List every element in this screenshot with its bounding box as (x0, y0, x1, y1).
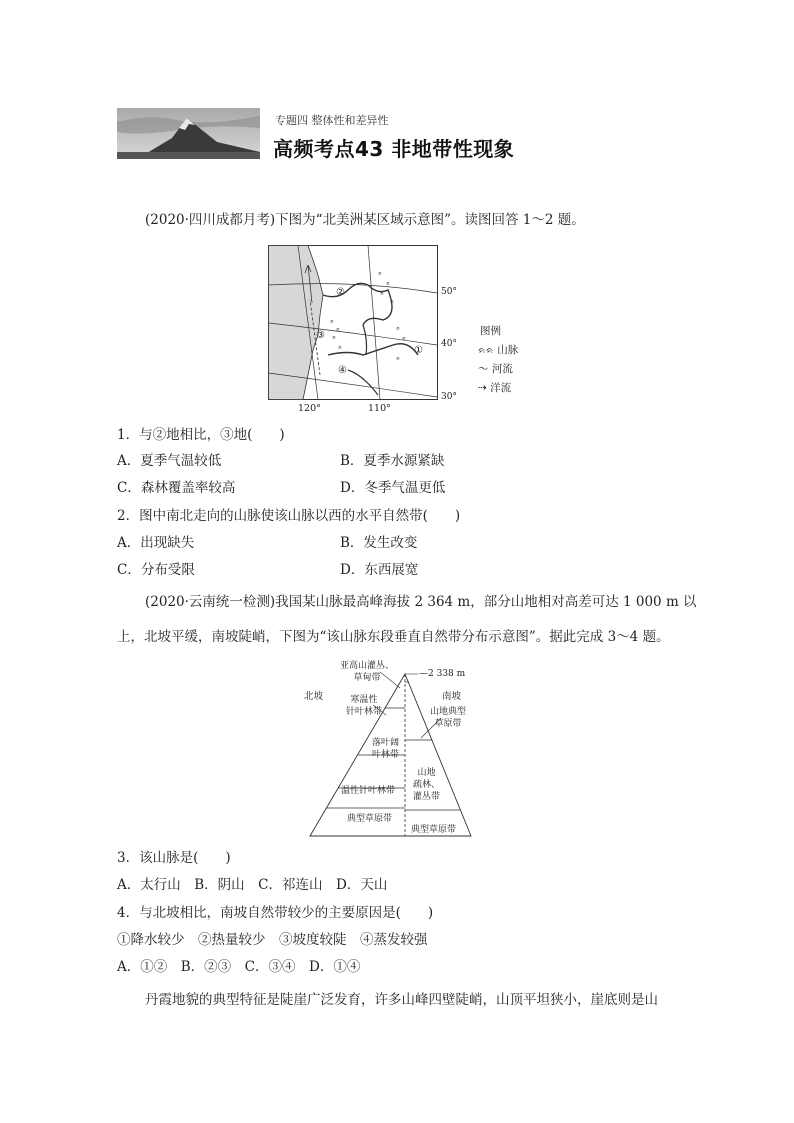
belt-deciduous-line1: 落叶阔 (372, 738, 400, 748)
svg-text:ᨑ: ᨑ (396, 355, 401, 362)
belt-cold-conifer (346, 694, 382, 718)
legend-river: 河流 (491, 363, 513, 375)
marker-1: ① (414, 345, 423, 356)
lat-30: 30° (441, 392, 457, 402)
belt-deciduous-line2: 叶林带 (372, 750, 400, 760)
marker-3: ③ (316, 330, 325, 341)
mountain-range-icon: ᨑᨑ (478, 344, 494, 356)
marker-2: ② (336, 287, 345, 298)
intro-question-3-4-line2: 上，北坡平缓，南坡陡峭，下图为“该山脉东段垂直自然带分布示意图”。据此完成 3～4 题。 (117, 629, 670, 645)
question-2: 2．图中南北走向的山脉使该山脉以西的水平自然带( ) (117, 508, 461, 524)
peak-elevation-value: 2 338 m (428, 669, 466, 679)
river-icon: 〜 (478, 363, 489, 375)
page-title: 高频考点43 非地带性现象 (273, 137, 515, 161)
q4-options: A．①② B．②③ C．③④ D．①④ (117, 959, 361, 975)
paragraph-danxia: 丹霞地貌的典型特征是陡崖广泛发育，许多山峰四壁陡峭，山顶平坦狭小，崖底则是山 (145, 992, 658, 1008)
topic-subtitle: 专题四 整体性和差异性 (275, 114, 389, 127)
q1-option-a: A．夏季气温较低 (117, 453, 222, 469)
belt-shrub-line3: 灌丛带 (413, 792, 441, 802)
q4-items: ①降水较少 ②热量较少 ③坡度较陡 ④蒸发较强 (117, 932, 428, 948)
north-america-map (268, 245, 438, 400)
q2-option-d: D．东西展宽 (340, 562, 419, 578)
svg-text:ᨑ: ᨑ (402, 335, 407, 342)
intro-question-3-4-line1: (2020·云南统一检测)我国某山脉最高峰海拔 2 364 m，部分山地相对高差可达 1 000 m 以 (145, 594, 697, 610)
legend-title: 图例 (480, 325, 501, 337)
ocean-current-icon: ⇢ (478, 382, 487, 394)
belt-cold-conifer-line1: 寒温性 (350, 695, 378, 705)
belt-north-steppe: 典型草原带 (347, 814, 393, 824)
belt-shrub-line1: 山地 (417, 768, 436, 778)
belt-shrub (413, 767, 440, 803)
header-mountain-image (117, 108, 260, 159)
north-slope-label: 北坡 (304, 691, 324, 702)
legend-current: 洋流 (490, 382, 512, 394)
question-3: 3．该山脉是( ) (117, 850, 231, 866)
intro-question-1-2: (2020·四川成都月考)下图为“北美洲某区域示意图”。读图回答 1～2 题。 (145, 212, 585, 228)
belt-cold-conifer-line2: 针叶林带 (346, 707, 383, 717)
belt-mountain-steppe-line2: 草原带 (434, 719, 462, 729)
svg-text:ᨑ: ᨑ (336, 326, 341, 333)
peak-elevation: —2 338 m (419, 669, 466, 679)
q2-option-c: C．分布受限 (117, 562, 195, 578)
question-4: 4．与北坡相比，南坡自然带较少的主要原因是( ) (117, 905, 434, 921)
belt-subalpine-line2: 草甸带 (353, 673, 381, 683)
lon-110: 110° (368, 403, 391, 414)
marker-4: ④ (338, 365, 347, 376)
q2-option-a: A．出现缺失 (117, 535, 195, 551)
q3-options: A．太行山 B．阴山 C．祁连山 D．天山 (117, 877, 388, 893)
south-slope-label: 南坡 (442, 691, 462, 702)
lon-120: 120° (298, 403, 321, 414)
svg-text:ᨑ: ᨑ (332, 334, 337, 341)
belt-south-steppe: 典型草原带 (411, 825, 457, 835)
svg-text:ᨑ: ᨑ (396, 325, 401, 332)
q1-option-c: C．森林覆盖率较高 (117, 480, 236, 496)
map-legend (478, 323, 518, 395)
belt-subalpine (340, 660, 394, 684)
svg-text:ᨑ: ᨑ (390, 298, 395, 305)
lat-50: 50° (441, 287, 457, 297)
svg-text:ᨑ: ᨑ (386, 280, 391, 287)
belt-shrub-line2: 疏林、 (413, 780, 441, 790)
belt-deciduous (372, 737, 399, 761)
q1-option-b: B．夏季水源紧缺 (340, 453, 445, 469)
q1-option-d: D．冬季气温更低 (340, 480, 446, 496)
q2-option-b: B．发生改变 (340, 535, 418, 551)
belt-mountain-steppe-line1: 山地典型 (430, 707, 467, 717)
legend-mountain: 山脉 (497, 344, 519, 356)
lat-40: 40° (441, 339, 457, 349)
svg-text:ᨑ: ᨑ (338, 344, 343, 351)
belt-subalpine-line1: 亚高山灌丛、 (340, 661, 395, 671)
svg-text:ᨑ: ᨑ (330, 318, 335, 325)
svg-text:ᨑ: ᨑ (380, 290, 385, 297)
svg-text:ᨑ: ᨑ (378, 270, 383, 277)
belt-mountain-steppe (430, 706, 466, 730)
question-1: 1．与②地相比，③地( ) (117, 427, 285, 443)
belt-temperate-conifer: 温性针叶林带 (341, 786, 396, 796)
